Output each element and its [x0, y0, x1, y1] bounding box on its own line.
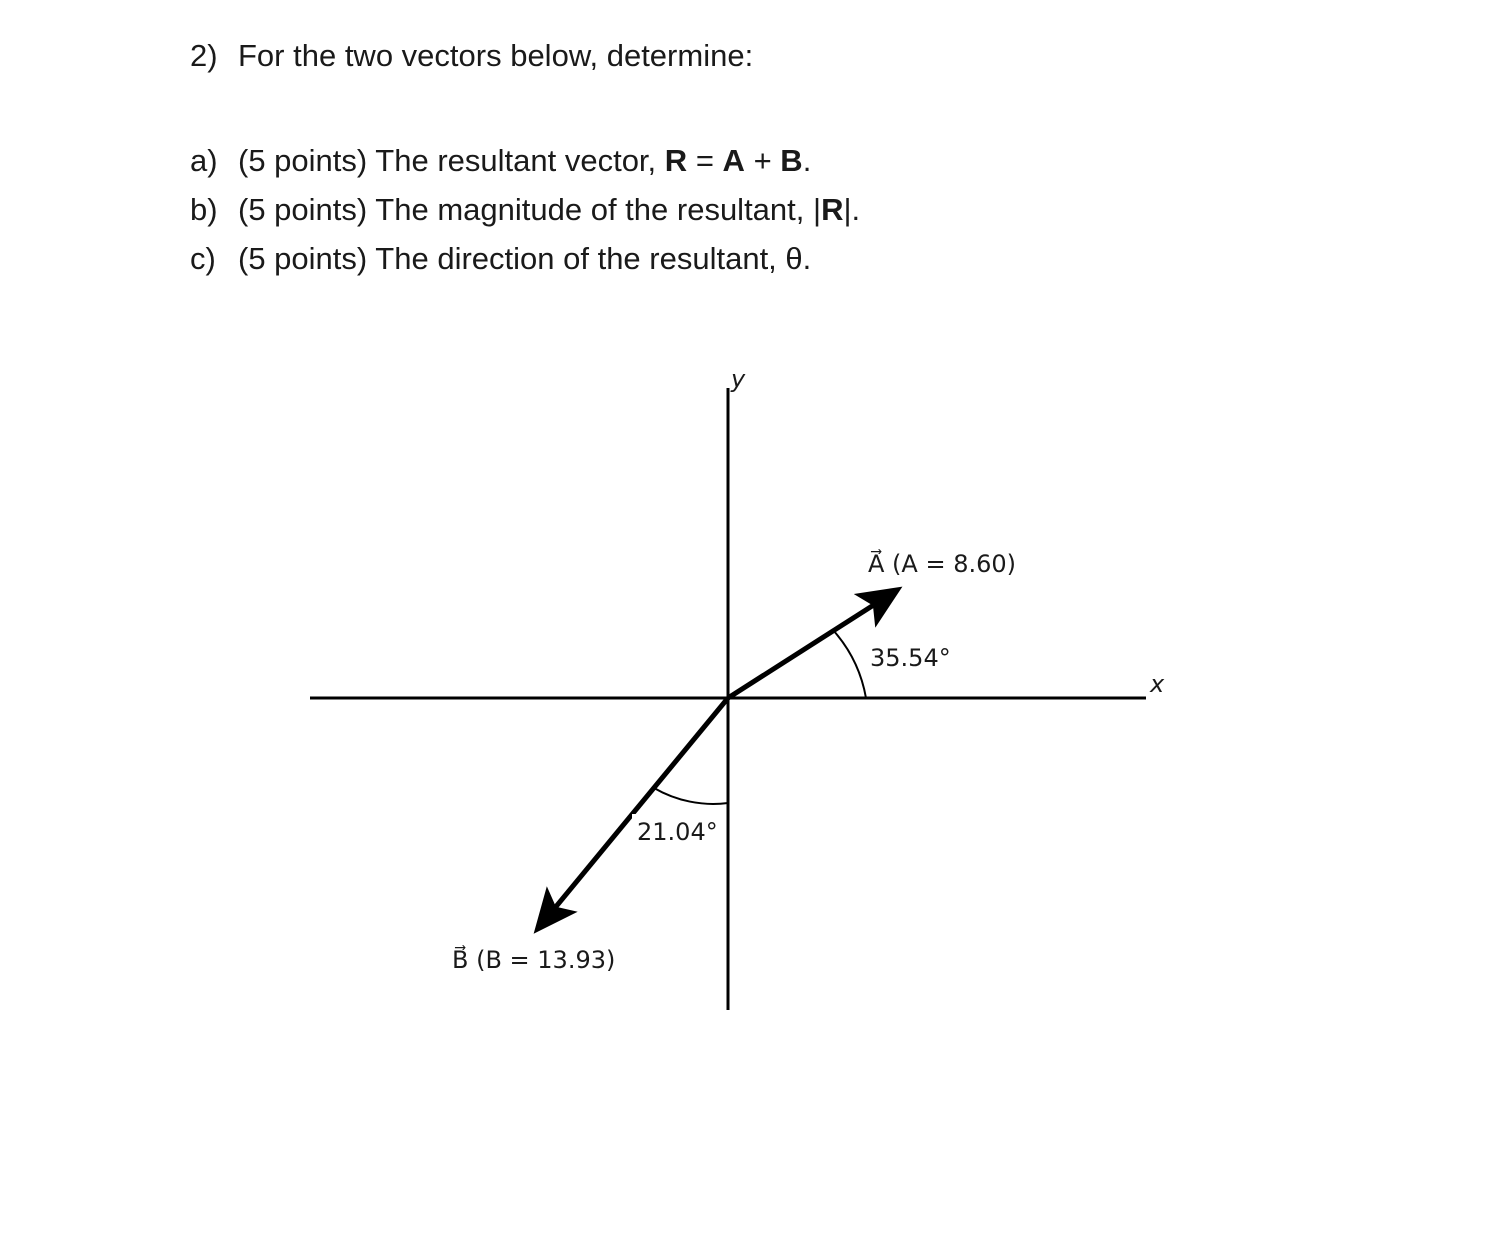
part-b-letter: b) [190, 192, 218, 227]
part-c-letter: c) [190, 241, 216, 276]
vector-b-angle-label: 21.04° [637, 818, 718, 846]
part-c-points: (5 points) [238, 241, 368, 276]
part-b-bold-r: R [821, 192, 844, 227]
vector-a-angle-label: 35.54° [870, 644, 951, 672]
vector-a-angle-arc [833, 630, 866, 698]
part-a-letter: a) [190, 143, 218, 178]
vector-b-arrow [540, 698, 728, 926]
vector-b-label: B⃗ (B = 13.93) [452, 946, 616, 974]
part-a-period: . [802, 143, 812, 178]
part-b-points: (5 points) [238, 192, 368, 227]
part-a-bold-r: R [664, 143, 688, 178]
question-prompt: For the two vectors below, determine: [238, 38, 754, 73]
part-a-bold-b: B [780, 143, 803, 178]
vector-a-label: A⃗ (A = 8.60) [868, 550, 1016, 578]
part-a-equals: = [695, 143, 714, 178]
part-a-points: (5 points) [238, 143, 368, 178]
y-axis-label: y [731, 365, 746, 393]
x-axis-label: x [1150, 670, 1165, 698]
part-b-text-after: |. [843, 192, 861, 227]
part-c-text: The direction of the resultant, θ. [375, 241, 812, 276]
part-a-bold-a: A [722, 143, 745, 178]
vector-b-angle-arc [654, 788, 728, 804]
part-a-text: The resultant vector, [375, 143, 657, 178]
part-b-text: The magnitude of the resultant, | [375, 192, 822, 227]
question-number: 2) [190, 38, 218, 73]
part-a-plus: + [753, 143, 772, 178]
